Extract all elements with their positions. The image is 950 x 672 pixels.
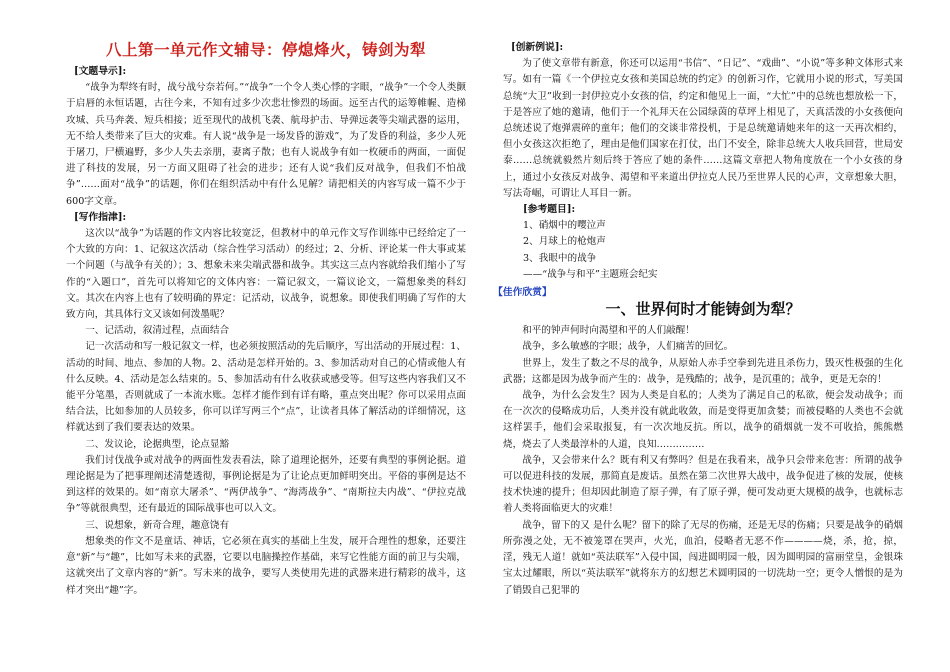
reference-item: ——“战争与和平”主题班会纪实: [523, 268, 658, 280]
section2-text: 我们讨伐战争或对战争的两面性发表看法，除了道理论据外，还要有典型的事例论据。道理论据是为了把事理阐述清楚透彻，事例论据是为了让论点更加鲜明突出。平俗的事例是达不到这样的效果的。如“南京大屠杀”、“两伊战争”、“海湾战争”、“南斯拉夫内战”、“伊拉克战争”等就很典型，还有最近的国际战事也可以入文。: [66, 454, 466, 515]
essay-paragraph: 战争，又会带来什么？既有利又有弊吗？但是在我看来，战争只会带来危害：所谓的战争可以促进科技的发展，那简直是废话。虽然在第二次世界大战中，战争促进了核的发展，使核技术快速的提升；但却因此制造了原子弹，有了原子弹，便可发动更大规模的战争，也就标志着人类将面临更大的灾难！: [503, 454, 903, 515]
essay-paragraph: 世界上，发生了数之不尽的战争，从原始人赤手空拳到先进且杀伤力，毁灭性极强的生化武器；这都是因为战争而产生的：战争，是残酷的；战争，是沉重的；战争，更是无奈的！: [503, 357, 903, 385]
section3-heading: 三、说想象，新奇合理，趣意饶有: [85, 519, 230, 531]
appreciation-label: 【佳作欣赏】: [493, 287, 552, 299]
reference-item: 1、硝烟中的嘤泣声: [523, 220, 606, 232]
essay-paragraph: 战争，留下的又 是什么呢？留下的除了无尽的伤痛，还是无尽的伤痛；只要是战争的硝烟所弥漫之处，无不被笼罩在哭声，火光，血泊，侵略者无恶不作————烧，杀，抢，掠，淫，残无人道！就如“英法联军”入侵中国，闯进圆明园一般，因为圆明园的富丽堂皇，金银珠宝太过耀眼，所以“英法联军”就将东方的幻想艺术圆明园的一切洗劫一空；更令人憎恨的是为了销毁自己犯罪的: [503, 519, 903, 596]
left-column: [66, 0, 466, 599]
page-title: 八上第一单元作文辅导：停熄烽火，铸剑为犁: [105, 41, 426, 59]
section3-text: 想象类的作文不是童话、神话，它必须在真实的基础上生发，展开合理性的想象，还要注意“新”与“趣”，比如写未来的武器，它要以电脑操控作基础，来写它性能方面的前卫与尖端，这就突出了文章内容的“新”。写未来的战争，要写人类使用先进的武器来进行精彩的战斗，这样才突出“趣”字。: [66, 535, 466, 596]
innovation-text: 为了使文章带有新意，你还可以运用“书信”、“日记”、“戏曲”、“小说”等多种文体形式来写。如有一篇《一个伊拉克女孩和美国总统的约定》的创新习作，它就用小说的形式，写美国总统“大卫”收到一封伊拉克小女孩的信，约定和他见上一面，“大忙”中的总统也想放松一下，于是答应了她的邀请，他们于一个礼拜天在公园绿茵的草坪上相见了，天真活泼的小女孩便向总统述说了炮弹震碎的童年；他们的交谈非常投机，于是总统邀请她来年的这一天再次相约，但小女孩这次拒绝了，理由是他们国家在打仗，出门不安全，除非总统大人收兵回营，世局安泰……总统就毅然片刻后终于答应了她的条件……这篇文章把人物角度放在一个小女孩的身上，通过小女孩反对战争、渴望和平来道出伊拉克人民乃至世界人民的心声，文章想象大胆，写法奇崛，可谓让人耳目一新。: [503, 58, 903, 199]
guidance-label: [写作指津]:: [74, 211, 127, 223]
section1-heading: 一、记活动，叙清过程，点面结合: [85, 325, 230, 337]
essay-paragraph: 战争，多么敏感的字眼；战争，人们痛苦的回忆。: [522, 341, 734, 353]
innovation-label: [创新例说]:: [511, 42, 564, 53]
right-column: [493, 40, 903, 599]
guide-label: [文题导示]:: [74, 66, 127, 77]
reference-label: [参考题目]:: [523, 204, 576, 216]
guidance-text: 这次以“战争”为话题的作文内容比较宽泛，但教材中的单元作文写作训练中已经给定了一个大致的方向：1、记叙这次活动（综合性学习活动）的经过；2、分析、评论某一件大事或某一个问题（与战争有关的）；3、想象未来尖端武器和战争。其实这三点内容就给我们缩小了写作的“入题口”，首先可以将知它的文体内容：一篇记叙文，一篇议论文，一篇想象类的科幻文。其次在内容上也有了较明确的界定：记活动，议战争，说想象。即使我们明确了写作的大致方向，其具体行文又该如何泼墨呢？: [66, 228, 466, 321]
reference-item: 2、月球上的枪炮声: [523, 236, 606, 248]
section2-heading: 二、发议论，论据典型，论点显豁: [85, 438, 230, 450]
reference-item: 3、我眼中的战争: [523, 252, 597, 264]
essay-paragraph: 战争，为什么会发生？因为人类是自私的；人类为了满足自己的私欲，便会发动战争；而在一次次的侵略成功后，人类并没有就此收敛，而是变得更加贪婪；而被侵略的人类也不会就这样罢手，他们会采取报复，有一次次地反抗。所以，战争的硝烟就一发不可收拾，熊熊燃烧，烧去了人类最淳朴的人道，良知……………: [503, 390, 903, 450]
essay-title: 一、世界何时才能铸剑为犁？: [605, 300, 801, 319]
essay-paragraph: 和平的钟声何时向渴望和平的人们敲醒！: [522, 325, 695, 337]
guide-text: “战争为犁终有时，战兮战兮奈若何。”“战争”一个令人类心悸的字眼，“战争”一个令人类颤于启唇的永恒话题，古往今来，不知有过多少次悲壮惨烈的场面。远至古代的运筹帷幄、造梯攻城、兵马奔袭、短兵相接；近至现代的战机飞袭、航母护击、导弹远袭等尖端武器的运用，无不给人类带来了巨大的灾难。有人说“战争是一场发昏的游戏”，为了发昏的利益，多少人死于屠刀，尸横遍野，多少人失去亲朋，妻离子散；也有人说战争有如一枚硬币的两面，一面促进了科技的发展，另一方面又阻碍了社会的进步；还有人说“我们反对战争，但我们不怕战争”……面对“战争”的话题，你们在组织活动中有什么见解？请把相关的内容写成一篇不少于600字文章。: [66, 82, 466, 207]
section1-text: 记一次活动和写一般记叙文一样，也必须按照活动的先后顺序，写出活动的开展过程：1、活动的时间、地点、参加的人物。2、活动是怎样开始的。3、参加活动对自己的心情或他人有什么反映。4、活动是怎么结束的。5、参加活动有什么收获或感受等。但写这些内容我们又不能平分笔墨，否则就成了一本流水账。怎样才能作到有详有略，重点突出呢？你可以采用点面结合法，比如参加的人员较多，你可以详写两三个“点”，让读者具体了解活动的详细情况，这样就达到了我们要表达的效果。: [66, 341, 466, 434]
